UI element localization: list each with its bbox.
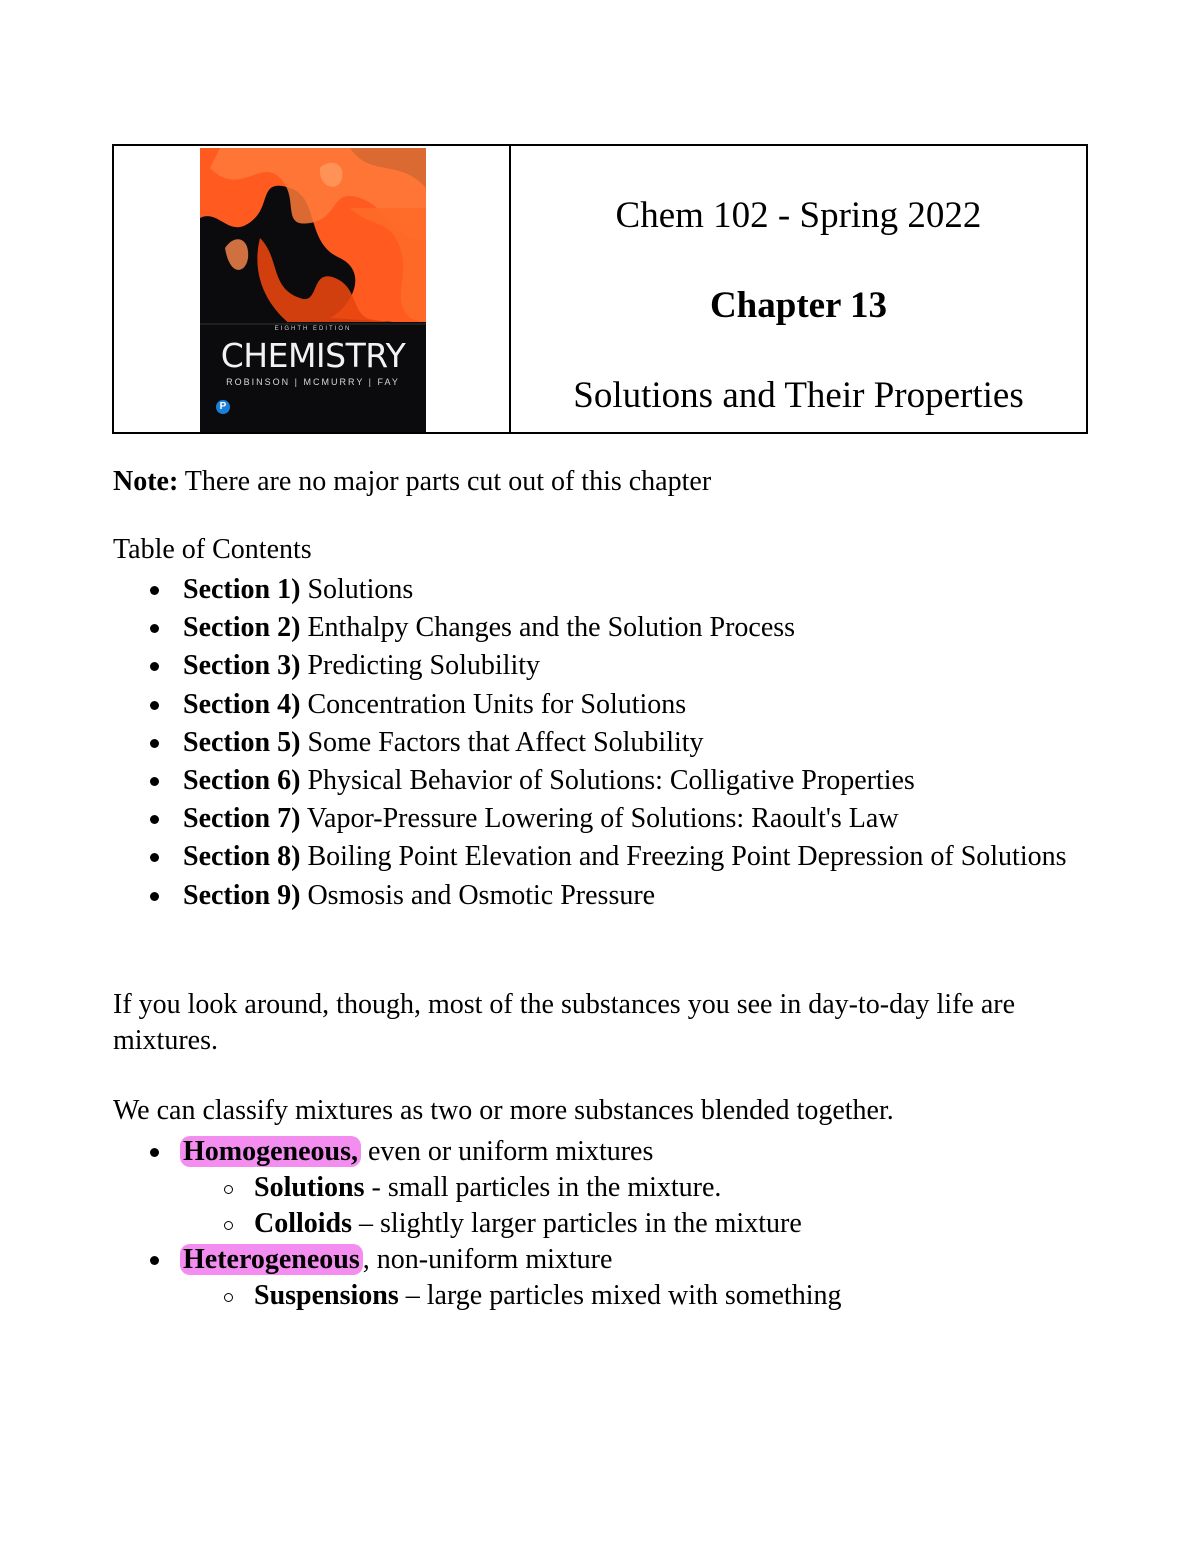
toc-item	[113, 687, 1073, 722]
homogeneous-desc: even or uniform mixtures	[361, 1136, 654, 1167]
colloids-term: Colloids	[254, 1208, 353, 1239]
toc-heading: Table of Contents	[113, 534, 312, 565]
bullet-icon	[150, 892, 159, 901]
toc-item	[113, 610, 1073, 645]
toc-item-text: Boiling Point Elevation and Freezing Point Depression of Solutions	[300, 841, 1067, 873]
toc-item-label: Section 4)	[183, 688, 301, 720]
course-title: Chem 102 - Spring 2022	[615, 195, 982, 236]
note-label: Note:	[113, 466, 179, 497]
solutions-desc: - small particles in the mixture.	[364, 1172, 722, 1203]
note-text: There are no major parts cut out of this chapter	[178, 466, 712, 497]
book-title: CHEMISTRY	[220, 336, 406, 375]
bullet-icon	[150, 624, 159, 633]
colloids-desc: – slightly larger particles in the mixture	[352, 1208, 802, 1239]
toc-item-label: Section 5)	[183, 726, 301, 758]
header-table	[112, 144, 1088, 434]
toc-item	[113, 572, 1073, 607]
toc-item-label: Section 6)	[183, 764, 301, 796]
classify-paragraph: We can classify mixtures as two or more substances blended together.	[113, 1095, 894, 1126]
bullet-icon	[150, 1256, 159, 1265]
toc-list	[113, 572, 1073, 916]
toc-item-label: Section 2)	[183, 612, 301, 644]
toc-item-text: Physical Behavior of Solutions: Colligative Properties	[300, 764, 915, 796]
toc-item-label: Section 3)	[183, 650, 301, 682]
toc-item	[113, 763, 1073, 798]
bullet-icon	[150, 777, 159, 786]
toc-item-text: Osmosis and Osmotic Pressure	[300, 879, 656, 911]
orange-swirl-graphic	[200, 148, 426, 432]
colloids-item	[183, 1206, 1073, 1242]
toc-item-label: Section 9)	[183, 879, 301, 911]
bullet-icon	[150, 1148, 159, 1157]
toc-item	[113, 725, 1073, 760]
heterogeneous-term-highlighted: Heterogeneous	[180, 1244, 363, 1275]
circle-bullet-icon	[224, 1185, 233, 1194]
bullet-icon	[150, 815, 159, 824]
textbook-cover-image	[200, 148, 426, 432]
suspensions-item	[183, 1278, 1073, 1314]
solutions-term: Solutions	[254, 1172, 365, 1203]
note-line	[113, 466, 711, 498]
toc-item-label: Section 1)	[183, 574, 301, 605]
solutions-item	[183, 1170, 1073, 1206]
header-image-cell	[114, 146, 511, 432]
toc-item	[113, 839, 1073, 874]
bullet-icon	[150, 853, 159, 862]
heterogeneous-sublist	[183, 1278, 1073, 1314]
toc-item	[113, 801, 1073, 836]
bullet-icon	[150, 586, 159, 595]
toc-item	[113, 878, 1073, 913]
publisher-logo-icon: P	[216, 400, 230, 414]
toc-item-text: Solutions	[300, 574, 414, 605]
toc-item-label: Section 8)	[183, 841, 301, 873]
heterogeneous-desc: , non-uniform mixture	[362, 1244, 613, 1275]
toc-item-text: Predicting Solubility	[300, 650, 540, 682]
toc-item-text: Enthalpy Changes and the Solution Process	[300, 612, 796, 644]
circle-bullet-icon	[224, 1293, 233, 1302]
book-edition: EIGHTH EDITION	[274, 326, 352, 332]
homogeneous-item	[113, 1134, 1073, 1242]
toc-item-text: Some Factors that Affect Solubility	[300, 726, 704, 758]
toc-item-text: Concentration Units for Solutions	[300, 688, 687, 720]
suspensions-desc: – large particles mixed with something	[398, 1280, 842, 1311]
suspensions-term: Suspensions	[254, 1280, 399, 1311]
chapter-subtitle: Solutions and Their Properties	[573, 375, 1024, 416]
homogeneous-sublist	[183, 1170, 1073, 1242]
mixtures-intro-paragraph: If you look around, though, most of the substances you see in day-to-day life are mixtures.	[113, 989, 1016, 1056]
toc-item-label: Section 7)	[183, 803, 301, 835]
toc-item-text: Vapor-Pressure Lowering of Solutions: Raoult's Law	[300, 803, 899, 835]
bullet-icon	[150, 662, 159, 671]
homogeneous-term-highlighted: Homogeneous,	[180, 1136, 361, 1167]
bullet-icon	[150, 701, 159, 710]
toc-item	[113, 648, 1073, 683]
book-authors: ROBINSON | MCMURRY | FAY	[226, 377, 400, 387]
heterogeneous-item	[113, 1242, 1073, 1314]
bullet-icon	[150, 739, 159, 748]
header-title-cell	[511, 146, 1086, 432]
circle-bullet-icon	[224, 1221, 233, 1230]
mixture-types-list	[113, 1134, 1073, 1314]
chapter-title: Chapter 13	[709, 285, 888, 326]
